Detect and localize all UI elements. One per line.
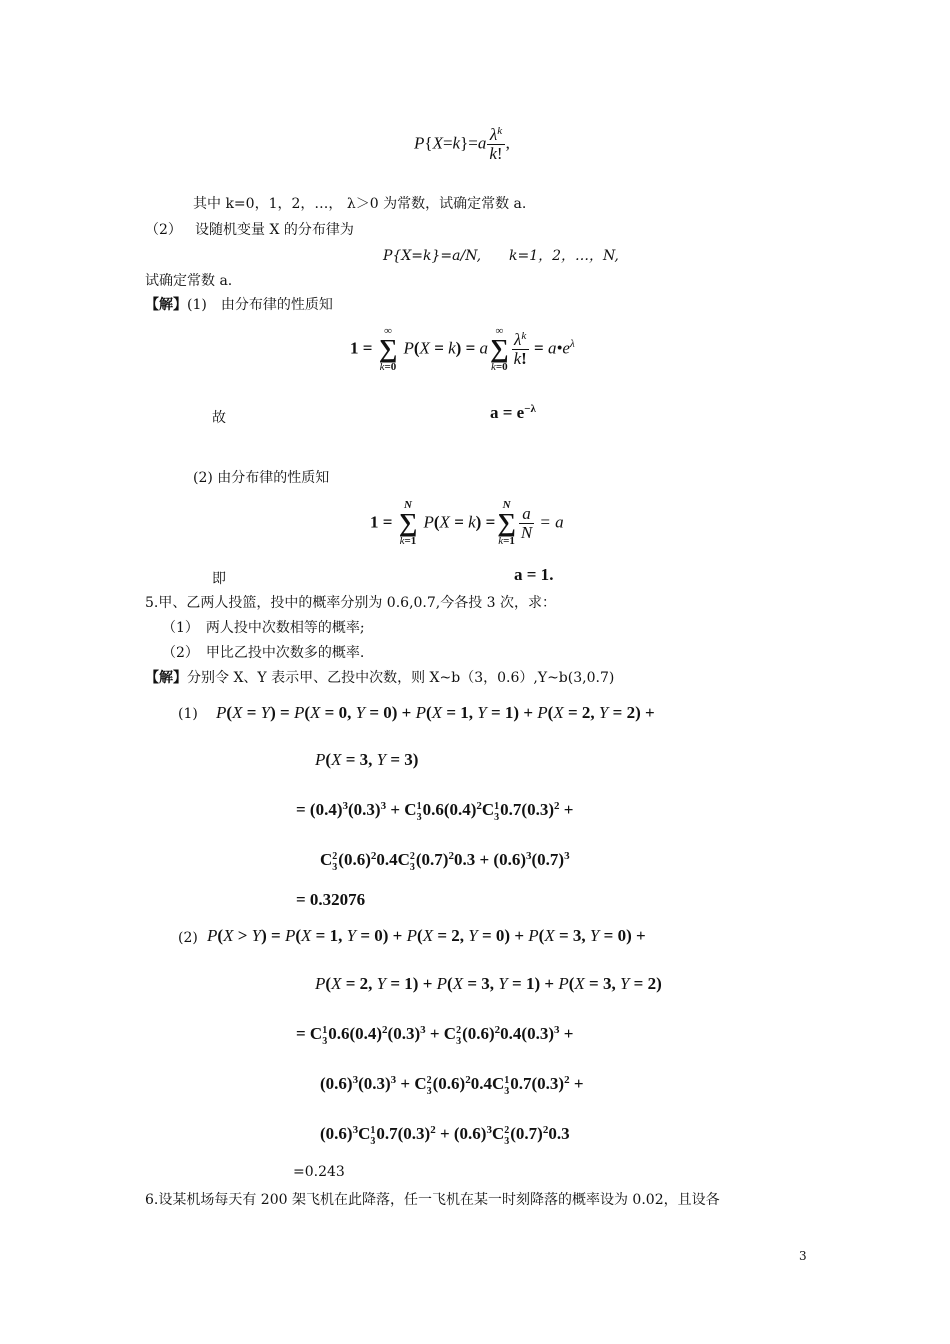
eq2-exponent: −λ xyxy=(524,402,536,415)
solution-part-1: (1) 由分布律的性质知 xyxy=(187,297,333,313)
equation-a-result-1 xyxy=(490,403,536,423)
part-1-label: (1) xyxy=(178,706,198,722)
question-5: 5.甲、乙两人投篮，投中的概率分别为 0.6,0.7,今各投 3 次，求： xyxy=(145,595,557,611)
equation-p-equal-3: = $(0.4)^3(0.3)^3 + C$ 1 3 $0.6(0.4)^2C$ 1 3 $0.7(0.3)^2$ + xyxy=(296,799,574,823)
question-5-part-2: （2） 甲比乙投中次数多的概率. xyxy=(162,645,365,661)
q4-1-description: 其中 k=0，1，2，…， λ＞0 为常数，试确定常数 a. xyxy=(193,196,527,212)
namely-label: 即 xyxy=(212,571,226,587)
page-number: 3 xyxy=(799,1249,807,1263)
q4-2-label: （2） xyxy=(145,222,182,238)
equation-sum-poisson: 1 = ∞ ∑ k=0 P(X = k) = a ∞ ∑ k=0 $\frac{\lambda^k}{k!}$ = $a•e^\lambda$ xyxy=(350,325,575,373)
q5-solution-bracket: 【解】 xyxy=(145,670,187,686)
solution-part-2: (2) 由分布律的性质知 xyxy=(193,470,330,486)
therefore-label: 故 xyxy=(212,410,226,426)
eq1-rhs: a xyxy=(479,338,489,358)
equation-p-equal-1: P(X = Y) = P(X = 0, Y = 0) + P(X = 1, Y = 1) + P(X = 2, Y = 2) + xyxy=(216,703,655,722)
q5-solution-line xyxy=(145,667,614,687)
result-part-1: = 0.32076 xyxy=(296,890,366,909)
equation-p-greater-4: $(0.6)^3(0.3)^3 + C$ 2 3 $(0.6)^20.4C$ 1 3 $0.7(0.3)^2$ + xyxy=(320,1073,584,1097)
question-5-part-1: （1） 两人投中次数相等的概率; xyxy=(162,620,365,636)
equation-a-result-2: a = 1. xyxy=(514,565,554,584)
eq3-numerator: a xyxy=(522,504,531,523)
equation-sum-uniform: 1 = N ∑ k=1 P(X = k) = N ∑ k=1 $\frac{a}{N}$ = a xyxy=(370,499,564,547)
q4-2-ask: 试确定常数 a. xyxy=(145,273,233,289)
q4-2-description: 设随机变量 X 的分布律为 xyxy=(195,222,354,238)
q5-solution-text: 分别令 X、Y 表示甲、乙投中次数，则 X~b（3，0.6）,Y~b(3,0.7) xyxy=(187,670,615,686)
equation-p-equal-4: C 2 3 $(0.6)^20.4C$ 2 3 $(0.7)^20.3 + (0.6)^3(0.7)^3$ xyxy=(320,849,570,873)
question-6: 6.设某机场每天有 200 架飞机在此降落，任一飞机在某一时刻降落的概率设为 0.02，且设各 xyxy=(145,1192,720,1208)
solution-line-1 xyxy=(145,294,333,314)
equation-p-greater-2: P(X = 2, Y = 1) + P(X = 3, Y = 1) + P(X = 3, Y = 2) xyxy=(315,974,662,993)
equation-p-greater-3: = C 1 3 $0.6(0.4)^2(0.3)^3 + C$ 2 3 $(0.6)^20.4(0.3)^3$ + xyxy=(296,1023,574,1047)
equation-poisson-pmf: P{X=k}=a $\frac{\lambda^k}{k!}$ , xyxy=(414,124,510,163)
equation-p-greater-1: P(X > Y) = P(X = 1, Y = 0) + P(X = 2, Y = 0) + P(X = 3, Y = 0) + xyxy=(207,926,646,945)
eq1-result: a•e xyxy=(547,338,570,358)
part-2-label: (2) xyxy=(178,930,198,946)
solution-bracket: 【解】 xyxy=(145,297,187,313)
equation-p-greater-5: $(0.6)^3C$ 1 3 $0.7(0.3)^2 + (0.6)^3C$ 2 3 $(0.7)^20.3$ xyxy=(320,1123,570,1147)
equation-uniform-pmf: P{X=k}=a/N, k=1，2，…，N, xyxy=(383,248,619,264)
eq3-result: = a xyxy=(539,512,564,532)
eq2-text: a = e xyxy=(490,403,525,422)
equation-p-equal-2: P(X = 3, Y = 3) xyxy=(315,750,419,769)
eq4-text: a = 1 xyxy=(514,565,550,584)
result-part-2: =0.243 xyxy=(293,1164,345,1180)
